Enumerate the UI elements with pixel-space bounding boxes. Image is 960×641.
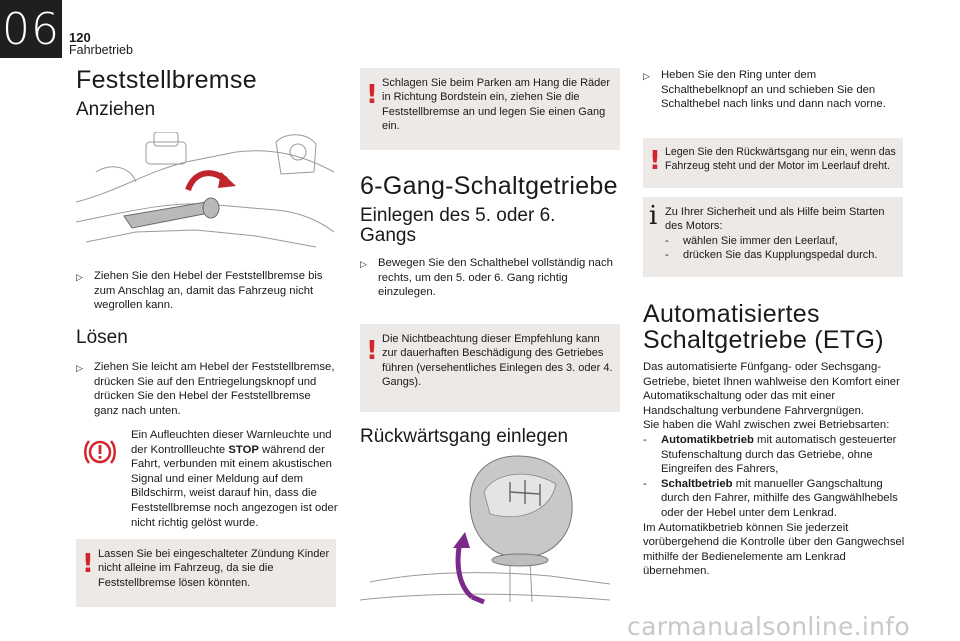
bullet-arrow-icon: ▷ [643, 71, 650, 81]
etg-outro: Im Automatikbetrieb können Sie jederzeit vorübergehend die Kontrolle über den Gangwechsel mithilfe der Bedienelemente am Lenkrad übernehmen. [643, 521, 905, 578]
parking-brake-illustration [76, 132, 334, 252]
bullet-arrow-icon: ▷ [76, 272, 83, 282]
reverse-instruction [643, 68, 905, 112]
list-item: - Automatikbetrieb mit automatisch gesteuerter Stufenschaltung durch das Getriebe, ohne Eingreifen des Fahrers, [643, 433, 908, 477]
warning-light-text [131, 428, 339, 530]
safety-info-content [665, 205, 897, 263]
etg-description [643, 360, 908, 579]
exclamation-icon: ! [82, 549, 94, 579]
gear-5-6-instruction [360, 256, 622, 300]
list-item: - wählen Sie immer den Leerlauf, [665, 234, 838, 247]
etg-intro: Das automatisierte Fünfgang- oder Sechsgang-Getriebe, bietet Ihnen wahlweise den Komfort einer Automatikschaltung oder das mit einer Handschaltung verbundene Fahrvergnügen. [643, 361, 900, 417]
etg-title-line1: Automatisiertes [643, 300, 820, 328]
info-icon: i [649, 201, 658, 231]
chapter-number: 06 [0, 0, 62, 58]
apply-heading: Anziehen [76, 99, 156, 120]
apply-instruction [76, 269, 338, 313]
gearbox-damage-text: Die Nichtbeachtung dieser Empfehlung kann zur dauerhaften Beschädigung des Getriebes führen (versehentliches Einlegen des 3. oder 4. Gangs). [382, 333, 613, 389]
list-item: - drücken Sie das Kupplungspedal durch. [665, 249, 878, 262]
brake-warning-icon [83, 435, 117, 469]
safety-info-note [643, 197, 903, 277]
list-item-text [661, 433, 908, 477]
slope-parking-text: Schlagen Sie beim Parken am Hang die Räder in Richtung Bordstein ein, ziehen Sie die Feststellbremse an und legen Sie einen Gang ein. [382, 77, 611, 133]
gear-5-6-heading-line2: Gangs [360, 225, 416, 246]
warning-text-part: während der Fahrt, verbunden mit einem akustischen Signal und einer Meldung auf dem Bildschirm, weist darauf hin, dass die Feststellbremse noch angezogen ist oder nicht richtig gelöst wurde. [131, 443, 338, 529]
exclamation-icon: ! [649, 146, 661, 176]
exclamation-icon: ! [366, 336, 378, 366]
release-instruction-text: Ziehen Sie leicht am Hebel der Feststellbremse, drücken Sie auf den Entriegelungsknopf und drücken Sie den Hebel der Feststellbremse ganz nach unten. [94, 361, 335, 417]
slope-parking-note [360, 68, 620, 150]
section-label: Fahrbetrieb [69, 43, 133, 57]
etg-title-line2: Schaltgetriebe (ETG) [643, 326, 884, 354]
stop-label: STOP [228, 443, 259, 456]
manual-mode-text: mit manueller Gangschaltung durch den Fahrer, mithilfe des Gangwählhebels oder der Hebel unter dem Lenkrad. [661, 477, 898, 519]
reverse-warning-note [643, 138, 903, 188]
children-warning-note [76, 539, 336, 607]
parking-brake-title: Feststellbremse [76, 66, 257, 94]
children-warning-text: Lassen Sie bei eingeschalteter Zündung Kinder nicht alleine im Fahrzeug, da sie die Feststellbremse lösen könnten. [98, 548, 330, 589]
gearbox-damage-note [360, 324, 620, 412]
list-item-text: drücken Sie das Kupplungspedal durch. [683, 249, 878, 262]
warning-text-part: Ein Aufleuchten dieser Warnleuchte und der Kontrollleuchte [131, 429, 332, 456]
reverse-warning-text: Legen Sie den Rückwärtsgang nur ein, wenn das Fahrzeug steht und der Motor im Leerlauf dreht. [665, 146, 896, 173]
gear-5-6-heading-line1: Einlegen des 5. oder 6. [360, 205, 556, 226]
bullet-arrow-icon: ▷ [360, 259, 367, 269]
page-number: 120 [69, 30, 91, 45]
watermark: carmanualsonline.info [627, 612, 910, 641]
gear-5-6-instruction-text: Bewegen Sie den Schalthebel vollständig nach rechts, um den 5. oder 6. Gang richtig einzulegen. [378, 257, 613, 299]
exclamation-icon: ! [366, 80, 378, 110]
list-item-text [661, 477, 908, 521]
automatic-mode-label: Automatikbetrieb [661, 433, 754, 446]
reverse-instruction-text: Heben Sie den Ring unter dem Schalthebelknopf an und schieben Sie den Schalthebel nach links und dann nach vorne. [661, 69, 886, 111]
automatic-mode-text: mit automatisch gesteuerter Stufenschaltung durch das Getriebe, ohne Eingreifen des Fahrers, [661, 433, 897, 476]
gear-knob-illustration [360, 452, 620, 604]
etg-choose: Sie haben die Wahl zwischen zwei Betriebsarten: [643, 419, 890, 432]
apply-instruction-text: Ziehen Sie den Hebel der Feststellbremse bis zum Anschlag an, damit das Fahrzeug nicht wegrollen kann. [94, 270, 323, 312]
safety-info-intro: Zu Ihrer Sicherheit und als Hilfe beim Starten des Motors: [665, 206, 885, 233]
reverse-gear-heading: Rückwärtsgang einlegen [360, 426, 569, 447]
manual-gearbox-title: 6-Gang-Schaltgetriebe [360, 172, 618, 200]
release-instruction [76, 360, 338, 418]
manual-mode-label: Schaltbetrieb [661, 477, 733, 490]
list-item-text: wählen Sie immer den Leerlauf, [683, 234, 838, 247]
release-heading: Lösen [76, 327, 128, 348]
bullet-arrow-icon: ▷ [76, 363, 83, 373]
list-item: - Schaltbetrieb mit manueller Gangschaltung durch den Fahrer, mithilfe des Gangwählhebels oder der Hebel unter dem Lenkrad. [643, 477, 908, 521]
